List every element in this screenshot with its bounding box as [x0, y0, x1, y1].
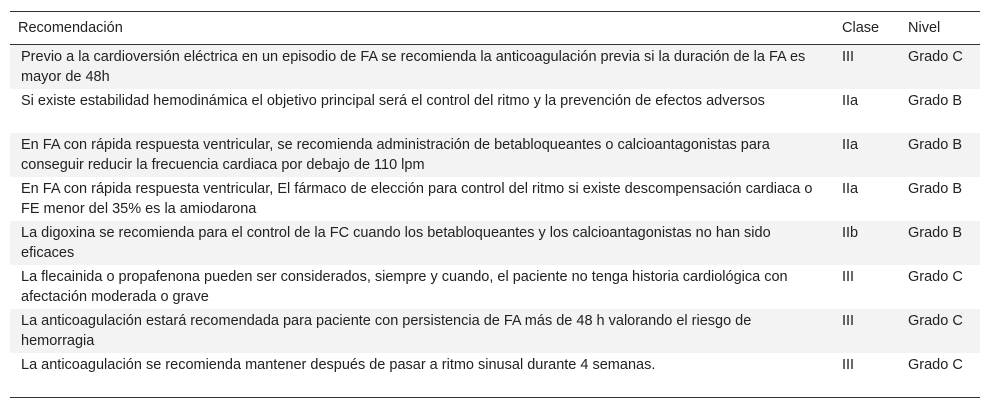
header-clase: Clase [842, 20, 880, 36]
cell-clase: III [842, 313, 855, 329]
cell-clase: IIa [842, 181, 859, 197]
cell-clase: IIb [842, 225, 859, 241]
cell-recomendacion: En FA con rápida respuesta ventricular, se recomienda administración de betabloqueantes o calcioantagonistas para conseguir reducir la frecuencia cardiaca por debajo de 110 lpm [21, 137, 770, 173]
table-row [10, 221, 980, 265]
cell-clase: III [842, 357, 855, 373]
table-row [10, 45, 980, 90]
cell-clase: IIa [842, 137, 859, 153]
cell-recomendacion: La anticoagulación se recomienda mantener después de pasar a ritmo sinusal durante 4 semanas. [21, 357, 656, 373]
table-row [10, 265, 980, 309]
cell-clase: III [842, 269, 855, 285]
table-row [10, 133, 980, 177]
cell-nivel: Grado B [908, 225, 962, 241]
cell-nivel: Grado B [908, 181, 962, 197]
cell-nivel: Grado C [908, 313, 963, 329]
cell-nivel: Grado B [908, 137, 962, 153]
cell-clase: III [842, 49, 855, 65]
cell-recomendacion: La digoxina se recomienda para el control de la FC cuando los betabloqueantes y los calcioantagonistas no han sido eficaces [21, 225, 771, 261]
recommendations-table [10, 11, 980, 398]
cell-nivel: Grado C [908, 269, 963, 285]
table-row [10, 309, 980, 353]
cell-nivel: Grado C [908, 357, 963, 373]
cell-recomendacion: Previo a la cardioversión eléctrica en un episodio de FA se recomienda la anticoagulación previa si la duración de la FA es mayor de 48h [21, 49, 806, 85]
table-header-row [10, 12, 980, 45]
header-recomendacion: Recomendación [18, 20, 123, 36]
cell-clase: IIa [842, 93, 859, 109]
cell-nivel: Grado C [908, 49, 963, 65]
table-row [10, 89, 980, 133]
recommendations-table-container [10, 11, 980, 398]
header-nivel: Nivel [908, 20, 941, 36]
cell-recomendacion: Si existe estabilidad hemodinámica el objetivo principal será el control del ritmo y la prevención de efectos adversos [21, 93, 765, 109]
table-row [10, 353, 980, 398]
table-row [10, 177, 980, 221]
cell-recomendacion: En FA con rápida respuesta ventricular, El fármaco de elección para control del ritmo si existe descompensación cardiaca o FE menor del 35% es la amiodarona [21, 181, 813, 217]
cell-recomendacion: La flecainida o propafenona pueden ser considerados, siempre y cuando, el paciente no tenga historia cardiológica con afectación moderada o grave [21, 269, 788, 305]
cell-recomendacion: La anticoagulación estará recomendada para paciente con persistencia de FA más de 48 h valorando el riesgo de hemorragia [21, 313, 752, 349]
cell-nivel: Grado B [908, 93, 962, 109]
